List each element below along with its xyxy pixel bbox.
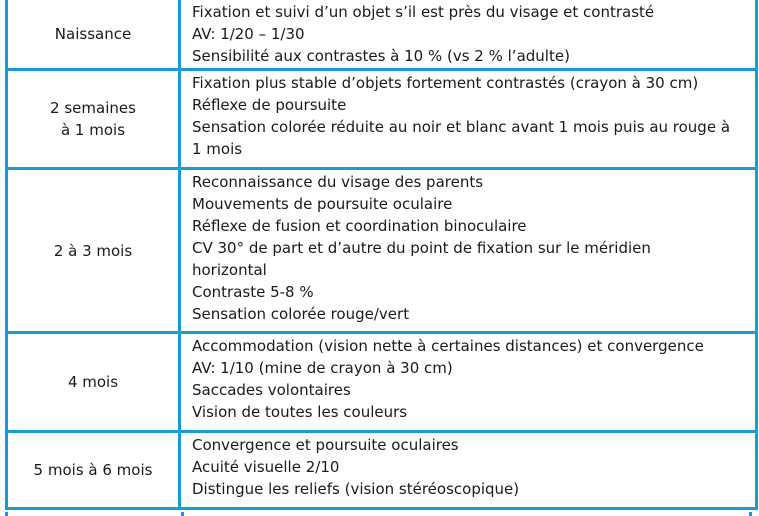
description-line: Distingue les reliefs (vision stéréoscopique) [192,480,520,498]
description-line: Saccades volontaires [192,381,351,399]
description-line: Contraste 5-8 % [192,283,314,301]
description-line: Réflexe de poursuite [192,96,347,114]
description-cell [181,0,755,68]
age-label-line: 2 semaines [50,99,136,117]
description-cell [181,170,755,331]
description-line: Sensibilité aux contrastes à 10 % (vs 2 % l’adulte) [192,47,570,65]
description-line: Réflexe de fusion et coordination binoculaire [192,217,527,235]
age-cell [8,71,181,167]
age-label: Naissance [54,25,132,43]
age-label-line: à 1 mois [60,121,126,139]
column-divider [181,512,184,516]
table-row [8,170,755,334]
description-line: Fixation plus stable d’objets fortement contrastés (crayon à 30 cm) [192,74,699,92]
development-table [5,0,758,510]
description-line: Fixation et suivi d’un objet s’il est près du visage et contrasté [192,3,655,21]
age-cell [8,170,181,331]
description-line: Mouvements de poursuite oculaire [192,195,453,213]
description-cell [181,71,755,167]
age-label: 4 mois [67,373,119,391]
age-cell [8,433,181,507]
age-cell [8,0,181,68]
description-line: Sensation colorée réduite au noir et blanc avant 1 mois puis au rouge à 1 mois [192,118,731,158]
age-cell [8,334,181,430]
description-line: AV: 1/10 (mine de crayon à 30 cm) [192,359,453,377]
description-line: Sensation colorée rouge/vert [192,305,410,323]
description-line: Convergence et poursuite oculaires [192,436,459,454]
age-label: 5 mois à 6 mois [33,461,153,479]
table-row [8,334,755,433]
description-cell [181,334,755,430]
description-cell [181,433,755,507]
age-label: 2 à 3 mois [53,241,133,260]
description-line: CV 30° de part et d’autre du point de fixation sur le méridien horizontal [192,239,651,279]
age-label [50,97,136,141]
description-line: AV: 1/20 – 1/30 [192,25,305,43]
description-line: Vision de toutes les couleurs [192,403,408,421]
description-line: Accommodation (vision nette à certaines distances) et convergence [192,337,704,355]
table-row [8,433,755,510]
description-line: Reconnaissance du visage des parents [192,173,484,191]
table-row [8,0,755,71]
table-continuation [5,512,752,516]
table-row [8,71,755,170]
description-line: Acuité visuelle 2/10 [192,458,340,476]
